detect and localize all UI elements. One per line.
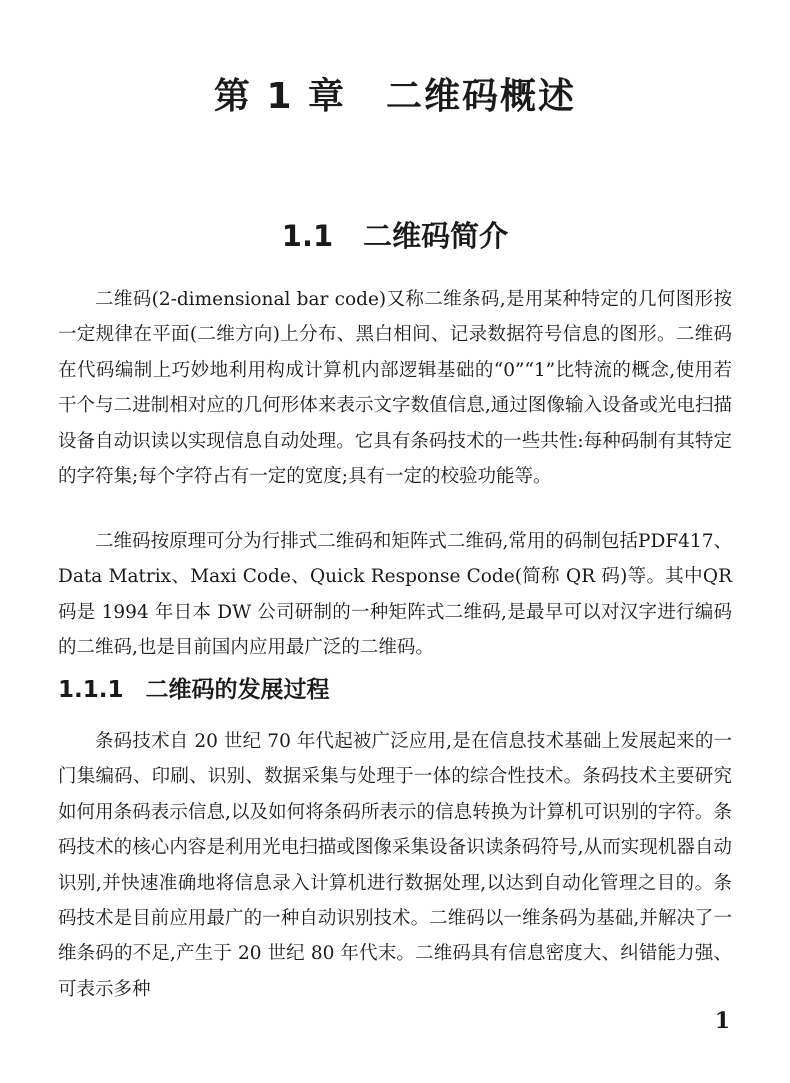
subsection-name: 二维码的发展过程 bbox=[145, 677, 330, 703]
subsection-paragraph-1: 条码技术自 20 世纪 70 年代起被广泛应用,是在信息技术基础上发展起来的一门集编码、印刷、识别、数据采集与处理于一体的综合性技术。条码技术主要研究如何用条码表示信息,以及如何将条码所表示的信息转换为计算机可识别的字符。条码技术的核心内容是利用光电扫描或图像采集设备识读条码符号,从而实现机器自动识别,并快速准确地将信息录入计算机进行数据处理,以达到自动化管理之目的。条码技术是目前应用最广的一种自动识别技术。二维码以一维条码为基础,并解决了一维条码的不足,产生于 20 世纪 80 年代末。二维码具有信息密度大、纠错能力强、可表示多种 bbox=[58, 731, 732, 1000]
chapter-title bbox=[0, 72, 790, 122]
subsection-number: 1.1.1 bbox=[58, 677, 124, 703]
chapter-number: 第 1 章 bbox=[213, 76, 347, 117]
subsection-title bbox=[58, 672, 330, 708]
chapter-name: 二维码概述 bbox=[386, 76, 577, 117]
section-number: 1.1 bbox=[281, 219, 334, 253]
section-title bbox=[0, 214, 790, 258]
body-paragraph-1: 二维码(2-dimensional bar code)又称二维条码,是用某种特定的几何图形按一定规律在平面(二维方向)上分布、黑白相间、记录数据符号信息的图形。二维码在代码编制上巧妙地利用构成计算机内部逻辑基础的“0”“1”比特流的概念,使用若干个与二进制相对应的几何形体来表示文字数值信息,通过图像输入设备或光电扫描设备自动识读以实现信息自动处理。它具有条码技术的一些共性:每种码制有其特定的字符集;每个字符占有一定的宽度;具有一定的校验功能等。 bbox=[58, 289, 732, 488]
page-number: 1 bbox=[714, 1008, 730, 1034]
section-name: 二维码简介 bbox=[363, 219, 509, 253]
body-paragraph-2: 二维码按原理可分为行排式二维码和矩阵式二维码,常用的码制包括PDF417、Data Matrix、Maxi Code、Quick Response Code(简称 QR 码)等。其中QR 码是 1994 年日本 DW 公司研制的一种矩阵式二维码,是最早可以对汉字进行编码的二维码,也是目前国内应用最广泛的二维码。 bbox=[58, 531, 732, 659]
